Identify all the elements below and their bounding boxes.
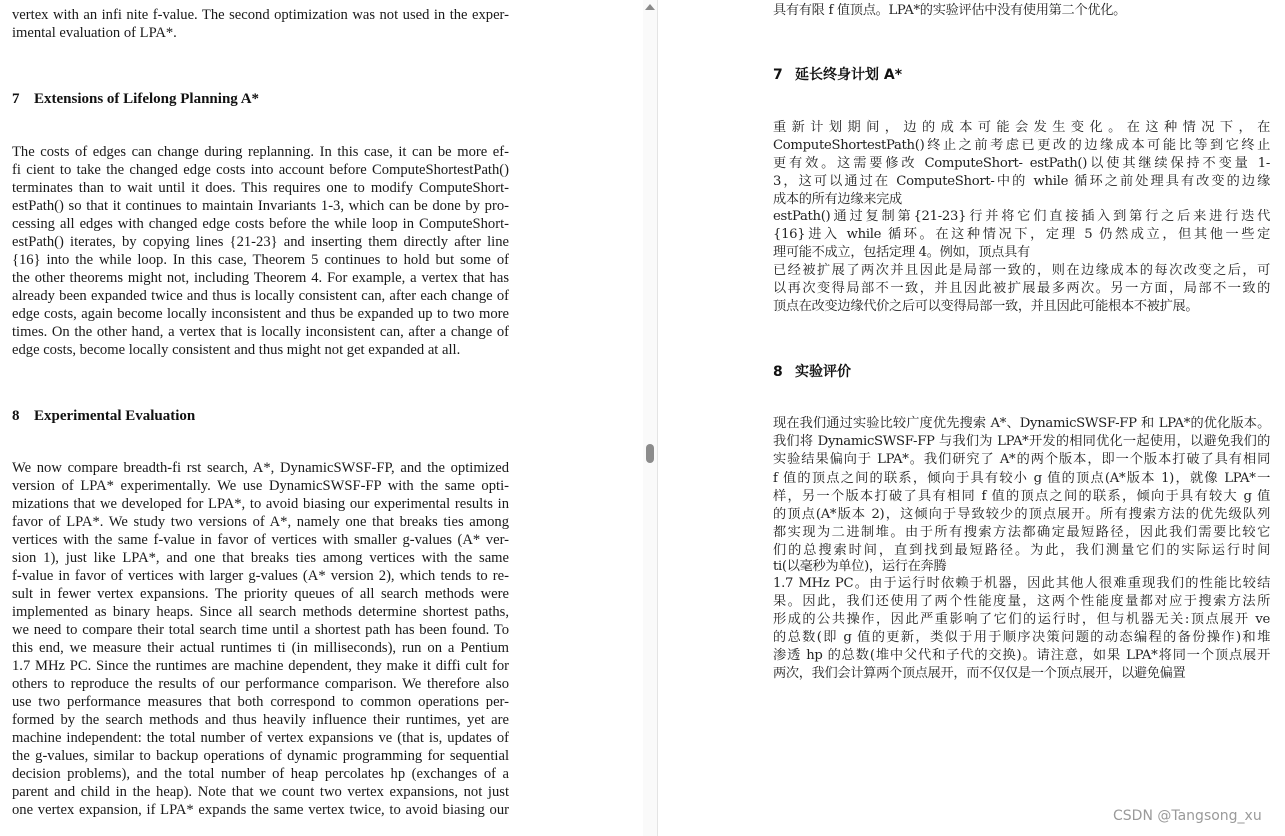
text-line: vertex with an infi nite f-value. The second optimization was not used in the exper- <box>12 7 509 23</box>
text-line: times. On the other hand, a vertex that is locally inconsistent can, after a change of <box>12 324 509 340</box>
text-line: 顶点在改变边缘代价之后可以变得局部一致，并且因此可能根本不被扩展。 <box>773 299 1199 314</box>
text-line: 的总数(即 g 值的更新，类似于用于顺序决策问题的动态编程的备份操作)和堆 <box>773 630 1270 645</box>
text-line: use two performance measures that both correspond to common operations per- <box>12 694 509 710</box>
text-line: f-value in favor of vertices with larger g-values (A* version 2), which tends to re- <box>12 568 509 584</box>
text-line: 果。因此，我们还使用了两个性能度量，这两个性能度量都对应于搜索方法所 <box>773 594 1270 609</box>
text-line: we need to compare their total search time until a shortest path has been found. To <box>12 622 509 638</box>
text-line: 理可能不成立，包括定理 4。例如，顶点具有 <box>773 245 1030 260</box>
text-line: 实验结果偏向于 LPA*。我们研究了 A*的两个版本，即一个版本打破了具有相同 <box>773 452 1270 467</box>
text-line: 1.7 MHz PC。由于运行时依赖于机器，因此其他人很难重现我们的性能比较结 <box>773 576 1270 591</box>
section-heading-7 <box>773 66 902 84</box>
section-number: 8 <box>773 364 783 380</box>
text-line: favor of LPA*. We study two versions of A*, namely one that breaks ties among <box>12 514 509 530</box>
text-line: version of LPA* experimentally. We use DynamicSWSF-FP with the same opti- <box>12 478 509 494</box>
text-line: one vertex expansion, if LPA* expands the same vertex twice, to avoid biasing our <box>12 802 509 818</box>
text-line: {16}进入 while 循环。在这种情况下，定理 5 仍然成立，但其他一些定 <box>773 227 1270 242</box>
text-line: cessing all edges with changed edge costs before the while loop in ComputeShort- <box>12 216 509 232</box>
text-line: others to reproduce the results of our performance comparison. We therefore also <box>12 676 509 692</box>
text-line: edge costs, become locally consistent and thus might not get expanded at all. <box>12 342 461 358</box>
text-line: sion 1), just like LPA*, and one that breaks ties among vertices with the same <box>12 550 509 566</box>
section-number: 8 <box>12 408 20 424</box>
text-line: ComputeShortestPath()终止之前考虑已更改的边缘成本可能比等到它终止 <box>773 138 1270 153</box>
text-line: f 值的顶点之间的联系，倾向于具有较小 g 值的顶点(A*版本 1)，就像 LPA*一 <box>773 471 1270 486</box>
text-line: 3，这可以通过在 ComputeShort-中的 while 循环之前处理具有改变的边缘 <box>773 174 1270 189</box>
chinese-page <box>658 0 1285 836</box>
text-line: ti(以毫秒为单位)，运行在奔腾 <box>773 559 947 574</box>
text-line: sult in fewer vertex expansions. The priority queues of all search methods were <box>12 586 509 602</box>
scrollbar-thumb[interactable] <box>646 444 654 463</box>
text-line: 更有效。这需要修改 ComputeShort- estPath()以使其继续保持不变量 1- <box>773 156 1270 171</box>
text-line: 已经被扩展了两次并且因此是局部一致的，则在边缘成本的每次改变之后，可 <box>773 263 1270 278</box>
text-line: 的顶点(A*版本 2)，这倾向于导致较少的顶点展开。所有搜索方法的优先级队列 <box>773 507 1270 522</box>
scroll-up-arrow-icon[interactable] <box>645 4 655 10</box>
text-line: 都实现为二进制堆。由于所有搜索方法都确定最短路径，因此我们需要比较它 <box>773 525 1270 540</box>
text-line: imental evaluation of LPA*. <box>12 25 177 41</box>
section-number: 7 <box>12 91 20 107</box>
text-line: 两次，我们会计算两个顶点展开，而不仅仅是一个顶点展开，以避免偏置 <box>773 666 1186 681</box>
section-heading-7 <box>12 90 259 108</box>
text-line: 1.7 MHz PC. Since the runtimes are machine dependent, they make it diffi cult for <box>12 658 509 674</box>
text-line: mizations that we developed for LPA*, to avoid biasing our experimental results in <box>12 496 509 512</box>
text-line: parent and child in the heap). Note that we count two vertex expansions, not just <box>12 784 509 800</box>
text-line: 成本的所有边缘来完成 <box>773 192 902 207</box>
text-line: The costs of edges can change during replanning. In this case, it can be more ef- <box>12 144 509 160</box>
section-heading-8 <box>773 363 851 381</box>
section-title: Experimental Evaluation <box>34 408 196 424</box>
vertical-scrollbar[interactable] <box>643 0 657 836</box>
text-line: estPath() so that it continues to maintain Invariants 1-3, which can be done by pro- <box>12 198 509 214</box>
text-line: 现在我们通过实验比较广度优先搜索 A*、DynamicSWSF-FP 和 LPA*的优化版本。 <box>773 416 1270 431</box>
text-line: 以再次变得局部不一致，并且因此被扩展最多两次。另一方面，局部不一致的 <box>773 281 1270 296</box>
text-line: 具有有限 f 值顶点。LPA*的实验评估中没有使用第二个优化。 <box>773 3 1126 18</box>
text-line: the other theorems might not, including Theorem 4. For example, a vertex that has <box>12 270 509 286</box>
text-line: this end, we measure their actual runtimes ti (in milliseconds), run on a Pentium <box>12 640 509 656</box>
text-line: 渗透 hp 的总数(堆中父代和子代的交换)。请注意，如果 LPA*将同一个顶点展开 <box>773 648 1270 663</box>
text-line: decision problems), and the total number of heap percolates hp (exchanges of a <box>12 766 509 782</box>
text-line: formed by the search methods and thus heavily influence their runtimes, yet are <box>12 712 509 728</box>
text-line: 我们将 DynamicSWSF-FP 与我们为 LPA*开发的相同优化一起使用，以避免我们的 <box>773 434 1270 449</box>
text-line: edge costs, again become locally inconsistent and thus be expanded up to two more <box>12 306 509 322</box>
text-line: 样，另一个版本打破了具有相同 f 值的顶点之间的联系，倾向于具有较大 g 值 <box>773 489 1270 504</box>
text-line: terminates than to wait until it does. This requires one to modify ComputeShort- <box>12 180 509 196</box>
section-number: 7 <box>773 67 783 83</box>
text-line: already been expanded twice and thus is locally consistent can, after each change of <box>12 288 509 304</box>
text-line: implemented as binary heaps. Since all search methods determine shortest paths, <box>12 604 509 620</box>
text-line: vertices with the same f-value in favor of vertices with smaller g-values (A* ver- <box>12 532 509 548</box>
text-line: 们的总搜索时间，直到找到最短路径。为此，我们测量它们的实际运行时间 <box>773 543 1270 558</box>
text-line: the g-values, similar to backup operations of dynamic programming for sequential <box>12 748 509 764</box>
section-title: 延长终身计划 A* <box>795 67 903 83</box>
text-line: {16} into the while loop. In this case, Theorem 5 continues to hold but some of <box>12 252 509 268</box>
section-heading-8 <box>12 407 195 425</box>
text-line: fi cient to take the changed edge costs into account before ComputeShortestPath() <box>12 162 509 178</box>
watermark: CSDN @Tangsong_xu <box>1113 808 1262 824</box>
section-title: 实验评价 <box>795 364 851 380</box>
section-title: Extensions of Lifelong Planning A* <box>34 91 260 107</box>
text-line: estPath() iterates, by copying lines {21-23} and inserting them directly after line <box>12 234 509 250</box>
text-line: 形成的公共操作，因此严重影响了它们的运行时，但与机器无关:顶点展开 ve <box>773 612 1270 627</box>
text-line: estPath()通过复制第{21-23}行并将它们直接插入到第行之后来进行迭代 <box>773 209 1270 224</box>
text-line: machine independent: the total number of vertex expansions ve (that is, updates of <box>12 730 509 746</box>
text-line: We now compare breadth-fi rst search, A*, DynamicSWSF-FP, and the optimized <box>12 460 509 476</box>
text-line: 重 新 计 划 期 间 ， 边 的 成 本 可 能 会 发 生 变 化 。 在 这 种 情 况 下 ， 在 <box>773 120 1270 135</box>
